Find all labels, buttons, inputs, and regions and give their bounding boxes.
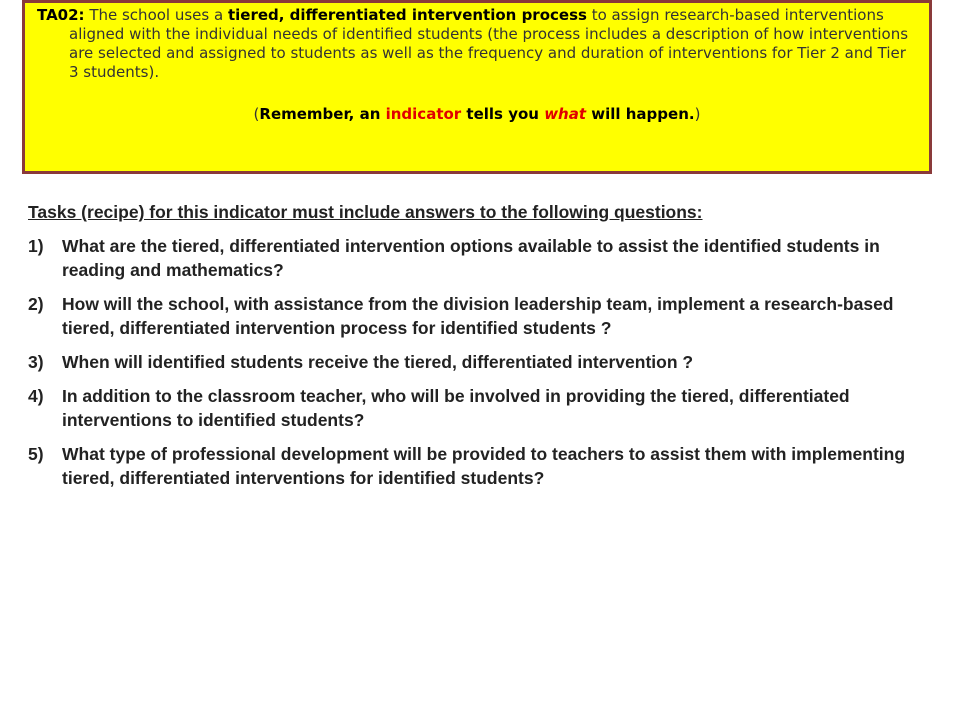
task-item-2 [28, 292, 938, 340]
indicator-description [37, 6, 917, 82]
task-item-5 [28, 442, 938, 490]
indicator-code: TA02: [37, 6, 85, 24]
tasks-section [28, 200, 938, 500]
task-list [28, 234, 938, 490]
remember-indicator-word: indicator [385, 105, 462, 123]
remember-close-paren: ) [694, 105, 701, 123]
remember-part-1: Remember, an [259, 105, 386, 123]
indicator-text-part-1: The school uses a [84, 6, 228, 24]
indicator-box [22, 0, 932, 174]
task-item-3 [28, 350, 938, 374]
tasks-heading: Tasks (recipe) for this indicator must include answers to the following questions: [28, 202, 703, 222]
task-question: What are the tiered, differentiated intervention options available to assist the identified students in reading and mathematics? [62, 236, 880, 280]
task-question: How will the school, with assistance from the division leadership team, implement a research-based tiered, differentiated intervention process for identified students ? [62, 294, 894, 338]
indicator-text-part-2: to assign research-based interventions aligned with the individual needs of identified students (the process includes a description of how interventions are selected and assigned to students as well as the frequency and duration of interventions for Tier 2 and Tier 3 students). [69, 6, 909, 81]
task-number: 1) [28, 236, 44, 256]
remember-open-paren: ( [253, 105, 260, 123]
task-item-1 [28, 234, 938, 282]
remember-note [37, 105, 917, 124]
task-item-4 [28, 384, 938, 432]
indicator-bold-phrase: tiered, differentiated intervention process [227, 6, 587, 24]
remember-what-word: what [544, 105, 587, 123]
task-number: 2) [28, 294, 44, 314]
task-question: What type of professional development will be provided to teachers to assist them with implementing tiered, differentiated interventions for identified students? [62, 444, 906, 488]
task-question: In addition to the classroom teacher, who will be involved in providing the tiered, differentiated interventions to identified students? [62, 386, 850, 430]
task-number: 5) [28, 444, 44, 464]
remember-part-3: will happen. [586, 105, 695, 123]
task-question: When will identified students receive the tiered, differentiated intervention ? [62, 352, 694, 372]
task-number: 4) [28, 386, 44, 406]
remember-part-2: tells you [461, 105, 545, 123]
task-number: 3) [28, 352, 44, 372]
